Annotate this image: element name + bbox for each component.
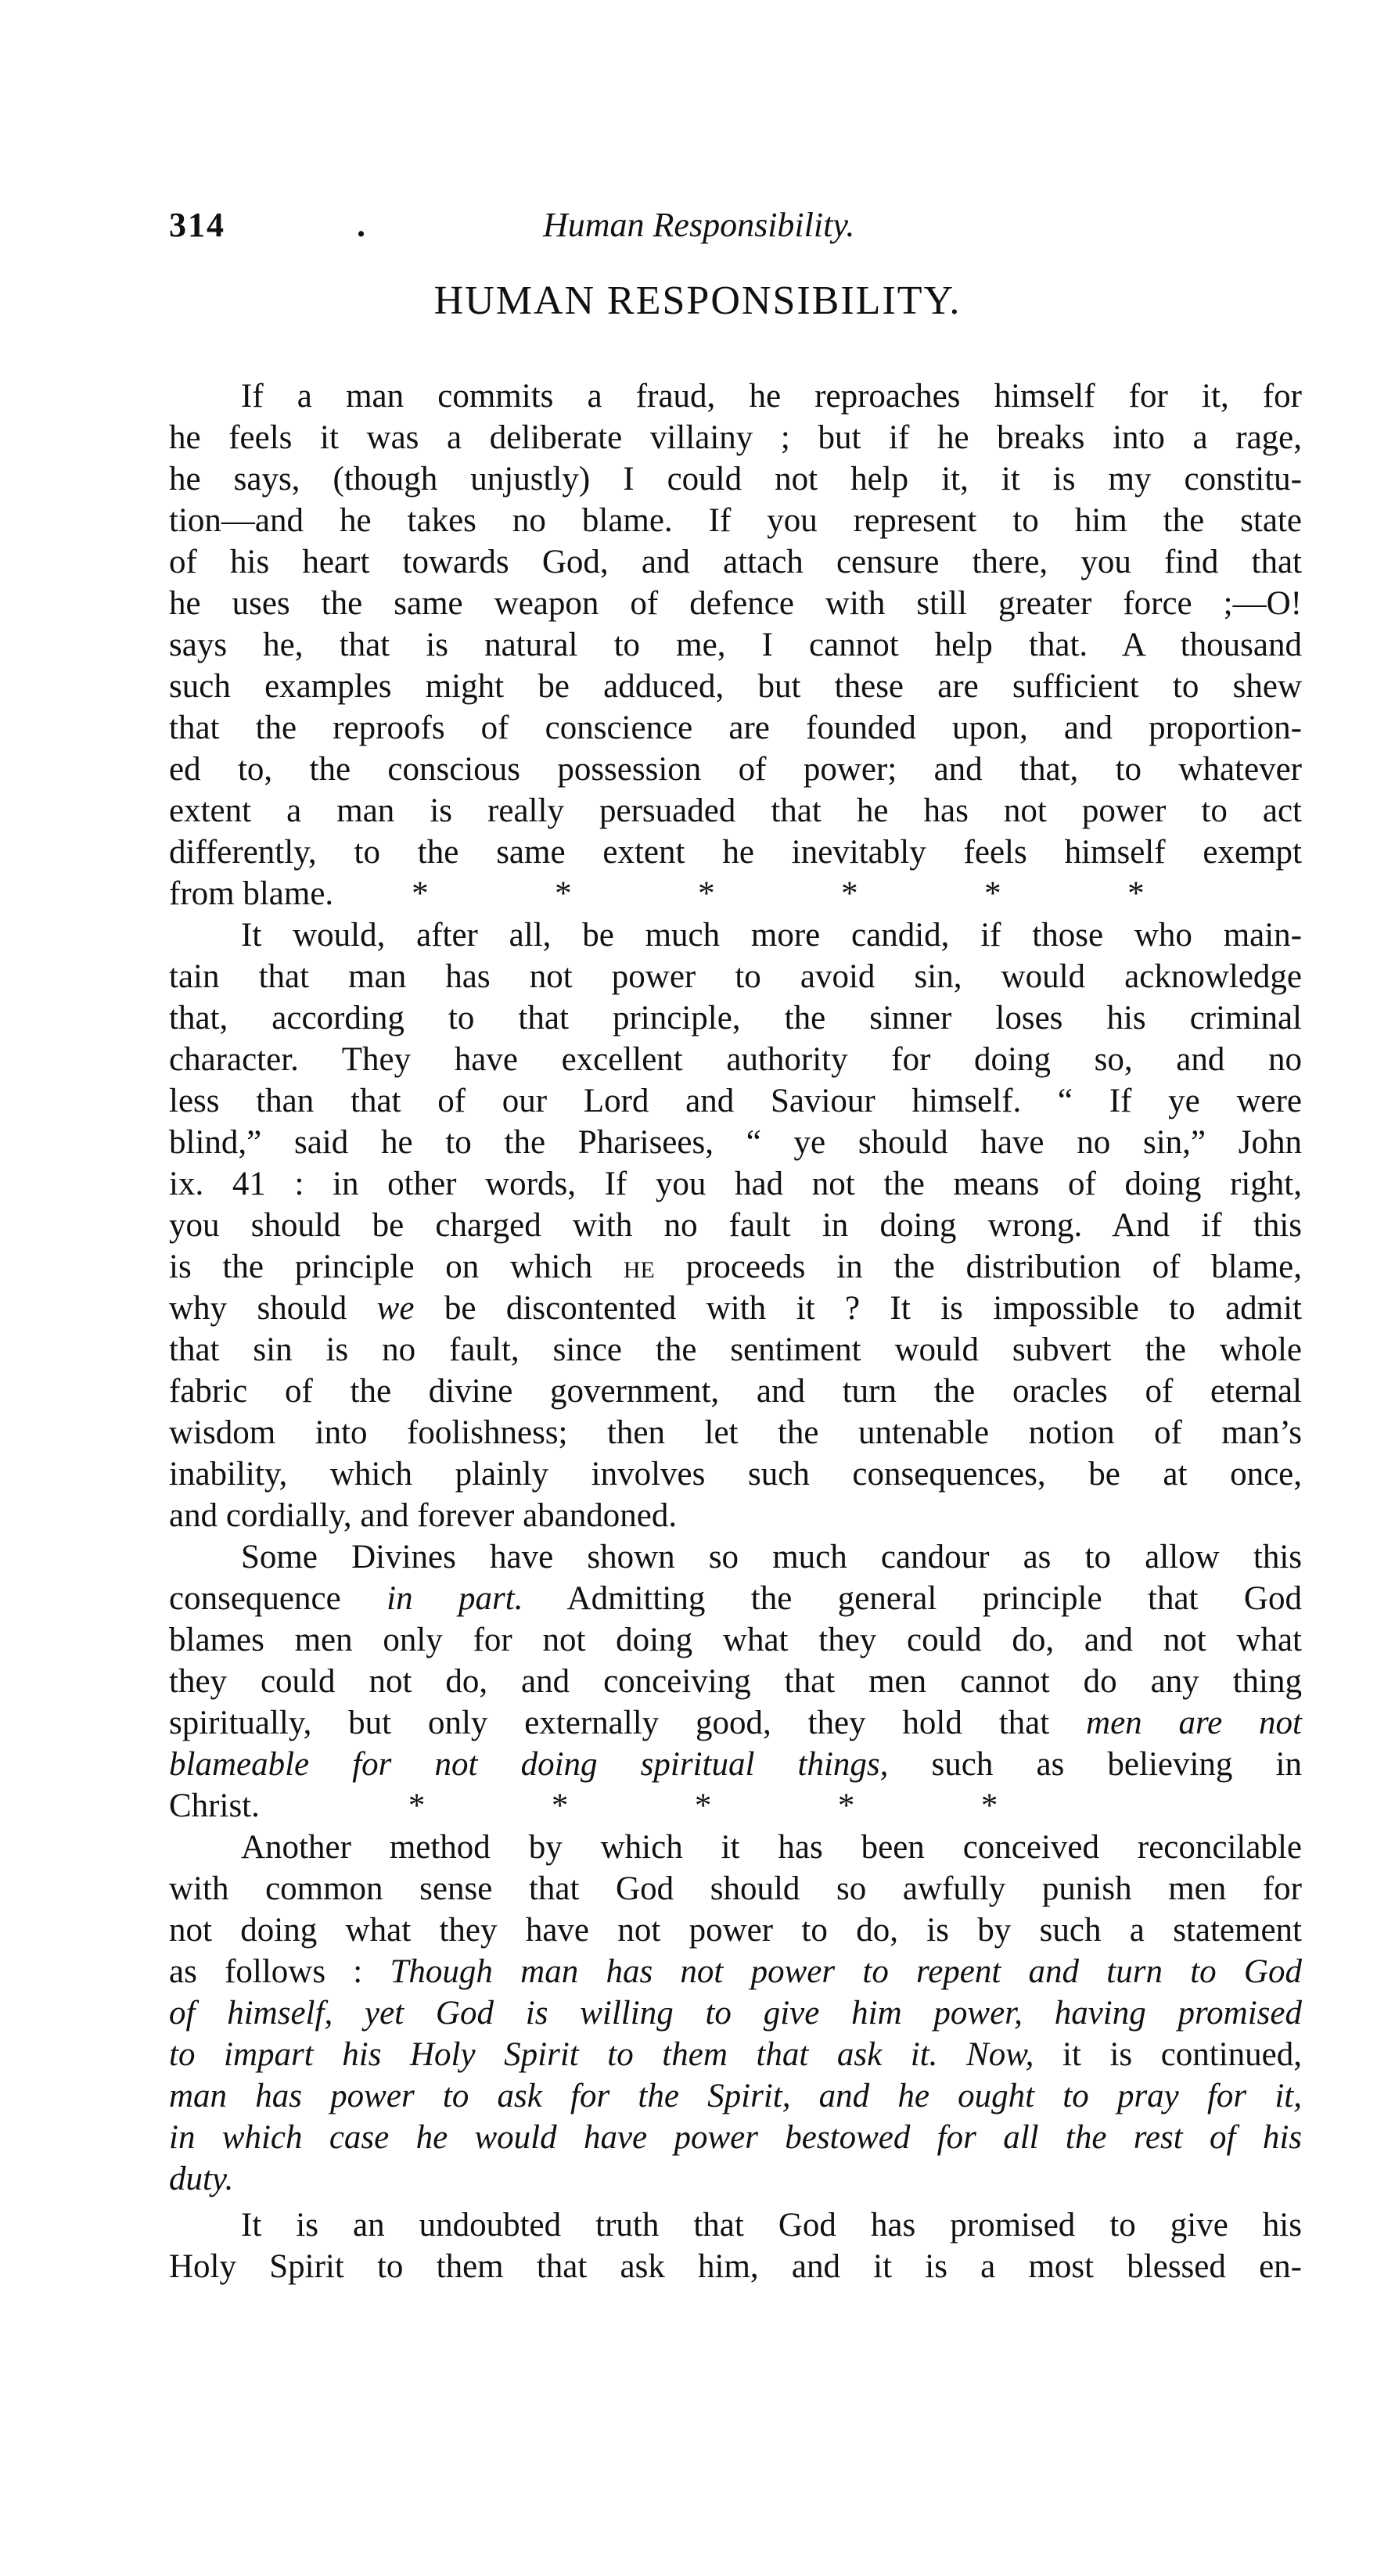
text-line: tain that man has not power to avoid sin, would acknowledge: [169, 958, 1302, 995]
text-line: not doing what they have not power to do, is by such a statement: [169, 1912, 1302, 1949]
text-line: such examples might be adduced, but these are sufficient to shew: [169, 668, 1302, 705]
text-line: they could not do, and conceiving that men cannot do any thing: [169, 1663, 1302, 1700]
text-run: it is continued,: [1034, 2036, 1303, 2073]
text-line: It is an undoubted truth that God has promised to give his: [241, 2207, 1302, 2244]
paragraph-5: [169, 2204, 1302, 2287]
paragraph-end-text: Christ.: [169, 1787, 260, 1824]
text-line: he uses the same weapon of defence with still greater force ;—O!: [169, 585, 1302, 622]
italic-run: in which case he would have power bestowed for all the rest of his: [169, 2119, 1302, 2156]
paragraph-2: [169, 914, 1302, 1536]
text-line: that sin is no fault, since the sentiment would subvert the whole: [169, 1331, 1302, 1368]
text-line: extent a man is really persuaded that he has not power to act: [169, 792, 1302, 829]
italic-run: in part.: [387, 1580, 523, 1617]
paragraph-4: [169, 1827, 1302, 2200]
text-line: with common sense that God should so awfully punish men for: [169, 1870, 1302, 1907]
text-line: tion—and he takes no blame. If you represent to him the state: [169, 502, 1302, 539]
italic-run: man has power to ask for the Spirit, and he ought to pray for it,: [169, 2078, 1302, 2114]
text-line: that, according to that principle, the sinner loses his criminal: [169, 1000, 1302, 1037]
text-line: that the reproofs of conscience are founded upon, and proportion-: [169, 710, 1302, 746]
star-mark: *: [698, 875, 715, 912]
text-run: as follows :: [169, 1953, 390, 1990]
text-line: he says, (though unjustly) I could not help it, it is my constitu-: [169, 461, 1302, 498]
text-line: [169, 1702, 1302, 1744]
italic-run: Though man has not power to repent and turn to God: [390, 1953, 1302, 1990]
italic-run: men are not: [1086, 1705, 1302, 1741]
text-run: [937, 2036, 966, 2073]
running-head-separator: .: [357, 206, 365, 244]
text-line: [169, 1951, 1302, 1992]
text-line: [169, 1578, 1302, 1619]
paragraph-3: [169, 1536, 1302, 1827]
text-line: blind,” said he to the Pharisees, “ ye should have no sin,” John: [169, 1124, 1302, 1161]
italic-run: of himself, yet God is willing to give him power, having promised: [169, 1995, 1302, 2032]
star-mark: *: [551, 1787, 569, 1824]
text-run: proceeds in the distribution of blame,: [654, 1248, 1302, 1285]
star-mark: *: [694, 1787, 712, 1824]
text-line: you should be charged with no fault in doing wrong. And if this: [169, 1207, 1302, 1244]
text-run: be discontented with it ? It is impossible to admit: [414, 1290, 1302, 1327]
italic-run: Now,: [966, 2036, 1034, 2073]
text-line: [169, 873, 1302, 914]
star-mark: *: [980, 1787, 998, 1824]
text-line: [169, 2075, 1302, 2117]
article-body: [169, 375, 1302, 2287]
running-title: Human Responsibility.: [543, 206, 855, 244]
running-head: [169, 205, 951, 260]
star-mark: *: [408, 1787, 426, 1824]
text-run: consequence: [169, 1580, 387, 1617]
paragraph-1: [169, 375, 1302, 914]
italic-run: to impart his Holy Spirit to them that ask it.: [169, 2036, 938, 2073]
text-line: he feels it was a deliberate villainy ; but if he breaks into a rage,: [169, 419, 1302, 456]
text-line: character. They have excellent authority for doing so, and no: [169, 1041, 1302, 1078]
section-break-stars: [412, 875, 1271, 912]
text-line: ix. 41 : in other words, If you had not the means of doing right,: [169, 1166, 1302, 1202]
text-run: Admitting the general principle that God: [523, 1580, 1302, 1617]
text-line: fabric of the divine government, and turn the oracles of eternal: [169, 1373, 1302, 1410]
page-number: 314: [169, 206, 225, 244]
text-run: such as believing in: [888, 1746, 1302, 1783]
paragraph-end-text: from blame.: [169, 875, 334, 912]
text-line: and cordially, and forever abandoned.: [169, 1497, 678, 1534]
star-mark: *: [1127, 875, 1145, 912]
text-line: says he, that is natural to me, I cannot help that. A thousand: [169, 627, 1302, 663]
text-line: It would, after all, be much more candid, if those who main-: [241, 917, 1302, 954]
section-break-stars: [408, 1787, 1124, 1824]
text-line: Some Divines have shown so much candour as to allow this: [241, 1539, 1302, 1575]
text-line: [169, 1785, 1302, 1827]
text-line: [169, 1288, 1302, 1329]
text-line: blames men only for not doing what they could do, and not what: [169, 1622, 1302, 1658]
text-run: why should: [169, 1290, 377, 1327]
text-line: Another method by which it has been conceived reconcilable: [241, 1829, 1302, 1866]
star-mark: *: [984, 875, 1001, 912]
text-run: spiritually, but only externally good, they hold that: [169, 1705, 1087, 1741]
italic-run: duty.: [169, 2161, 234, 2197]
article-title: HUMAN RESPONSIBILITY.: [433, 278, 962, 323]
star-mark: *: [837, 1787, 855, 1824]
text-line: If a man commits a fraud, he reproaches himself for it, for: [241, 378, 1302, 415]
text-run: is the principle on which: [169, 1248, 624, 1285]
text-line: less than that of our Lord and Saviour himself. “ If ye were: [169, 1083, 1302, 1119]
star-mark: *: [555, 875, 572, 912]
text-line: [169, 1992, 1302, 2034]
star-mark: *: [412, 875, 429, 912]
italic-run: blameable for not doing spiritual things,: [169, 1746, 889, 1783]
text-line: [169, 2117, 1302, 2158]
text-line: [169, 2034, 1302, 2075]
text-line: wisdom into foolishness; then let the untenable notion of man’s: [169, 1414, 1302, 1451]
text-line: [169, 1246, 1302, 1288]
star-mark: *: [841, 875, 858, 912]
text-line: inability, which plainly involves such consequences, be at once,: [169, 1456, 1302, 1493]
text-line: [169, 1744, 1302, 1785]
text-line: differently, to the same extent he inevitably feels himself exempt: [169, 834, 1302, 871]
text-line: [169, 2158, 1302, 2200]
text-line: of his heart towards God, and attach censure there, you find that: [169, 544, 1302, 580]
small-caps-word: he: [623, 1248, 655, 1285]
text-line: ed to, the conscious possession of power; and that, to whatever: [169, 751, 1302, 788]
italic-word: we: [376, 1290, 415, 1327]
text-line: Holy Spirit to them that ask him, and it is a most blessed en-: [169, 2248, 1302, 2285]
